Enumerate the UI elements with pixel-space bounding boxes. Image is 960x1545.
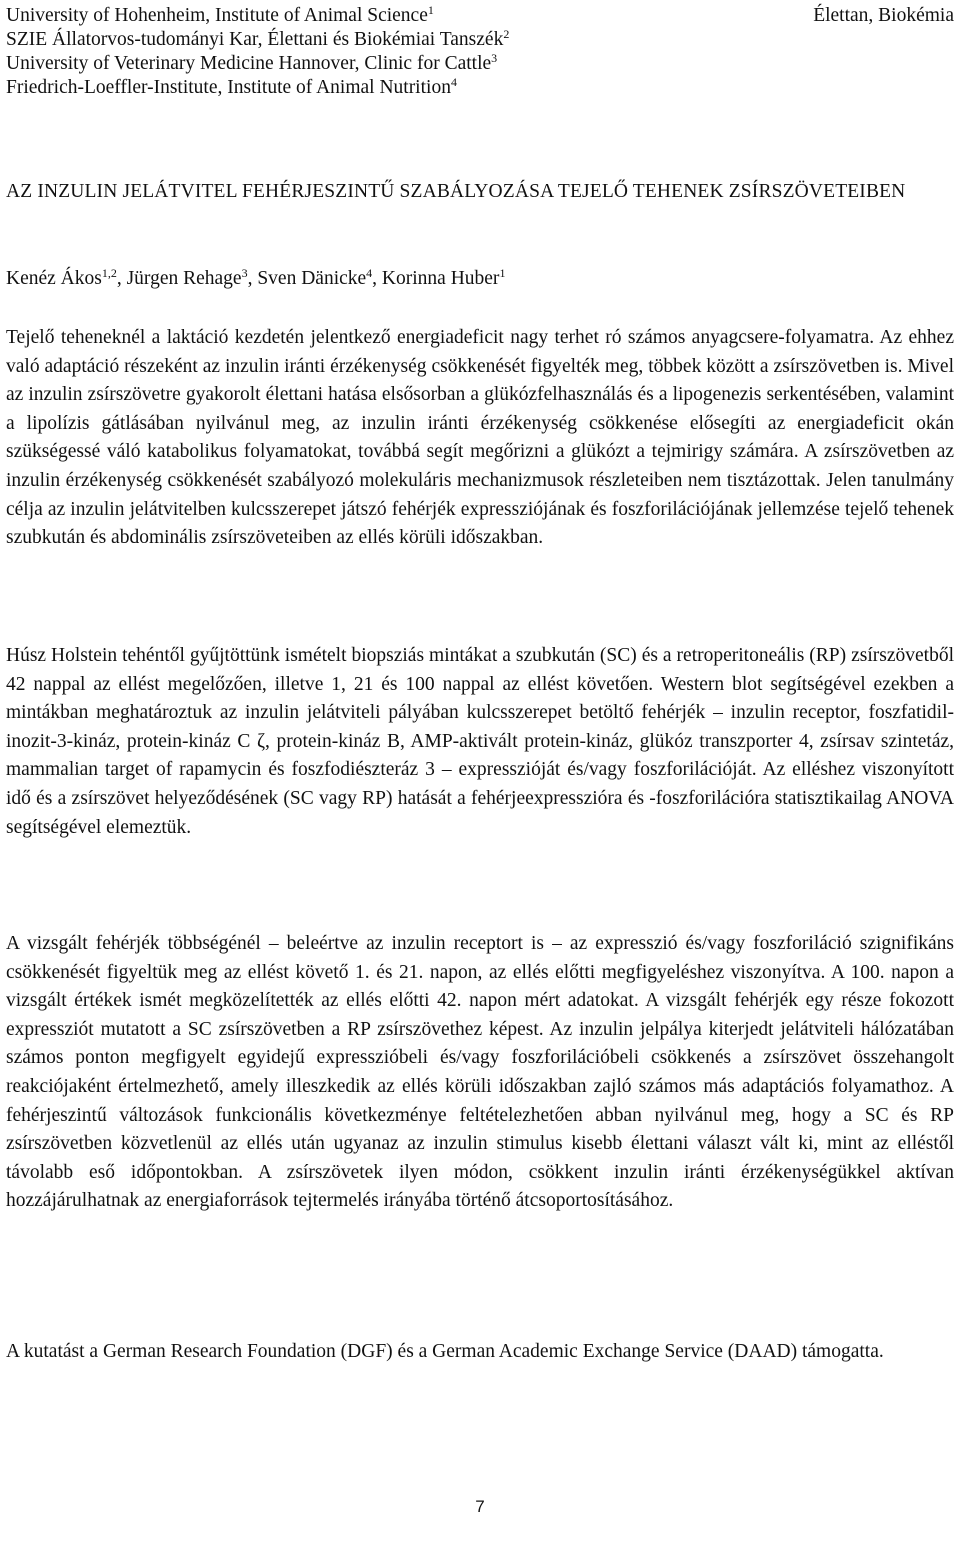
section-category: Élettan, Biokémia [813,5,954,26]
author-affiliation-number: 1 [499,266,506,280]
author-affiliation-number: 1,2 [101,266,117,280]
affiliation-text: Friedrich-Loeffler-Institute, Institute of Animal Nutrition [6,77,451,98]
affiliation-number: 1 [427,3,434,17]
affiliations [6,4,686,100]
abstract-paragraph-results: A vizsgált fehérjék többségénél – beleértve az inzulin receptort is – az expresszió és/vagy foszforiláció szignifikáns csökkenését figyeltük meg az ellést követő 1. és 21. napon, az ellés előtti megfigyeléshez viszonyítva. A 100. napon a vizsgált értékek ismét megközelítették az ellés előtti 42. napon mért adatokat. A vizsgált fehérjék egy része fokozott expressziót mutatott a SC zsírszövetben a RP zsírszövethez képest. Az inzulin jelpálya kiterjedt jelátviteli hálózatában számos ponton megfigyelt egyidejű expresszióbeli és/vagy foszforilációbeli csökkenés a zsírszövet összehangolt reakciójaként értelmezhető, amely illeszkedik az ellés körüli időszakban zajló számos más adaptációs folyamathoz. A fehérjeszintű változások funkcionális következménye feltételezhetően abban nyilvánul meg, hogy a SC és RP zsírszövetben közvetlenül az ellés után ugyanaz az inzulin stimulus kisebb élettani választ vált ki, mint az elléstől távolabb eső időpontokban. A zsírszövetek ilyen módon, csökkent inzulin iránti érzékenységükkel aktívan hozzájárulhatnak az energiaforrások tejtermelés irányába történő átcsoportosításához. [6,933,954,1212]
affiliation-text: University of Veterinary Medicine Hannover, Clinic for Cattle [6,53,492,74]
affiliation-number: 4 [450,75,457,89]
author-separator: , [247,268,258,289]
author-name: Kenéz Ákos [6,268,102,289]
author-name: Korinna Huber [381,268,500,289]
author-separator: , [372,268,382,289]
affiliation-text: SZIE Állatorvos-tudományi Kar, Élettani és Biokémiai Tanszék [6,29,504,50]
abstract-paragraph-methods: Húsz Holstein tehéntől gyűjtöttünk ismételt biopsziás mintákat a szubkután (SC) és a retroperitoneális (RP) zsírszövetből 42 nappal az ellést megelőzően, illetve 1, 21 és 100 nappal az ellést követően. Western blot segítségével ezekben a mintákban meghatároztuk az inzulin jelátviteli pályában kulcsszerepet betöltő fehérjék – inzulin receptor, foszfatidil-inozit-3-kináz, protein-kináz C ζ, protein-kináz B, AMP-aktivált protein-kináz, glükóz transzporter 4, zsírsav szintetáz, mammalian target of rapamycin és foszfodiészteráz 3 – expresszióját és/vagy foszforilációját. Az elléshez viszonyított idő és a zsírszövet helyeződésének (SC vagy RP) hatását a fehérjeexpresszióra és -foszforilációra statisztikailag ANOVA segítségével elemeztük. [6,645,954,838]
author-name: Jürgen Rehage [126,268,242,289]
abstract-paragraph-introduction: Tejelő teheneknél a laktáció kezdetén jelentkező energiadeficit nagy terhet ró számos anyagcsere-folyamatra. Az ehhez való adaptáció részeként az inzulin iránti érzékenység csökkenését figyelték meg, többek között a zsírszövetben is. Mivel az inzulin zsírszövetre gyakorolt élettani hatása elsősorban a glükózfelhasználás és a lipogenezis serkentésében, valamint a lipolízis gátlásában nyilvánul meg, az inzulin iránti érzékenység csökkenése elősegíti az energiadeficit okán szükségessé váló katabolikus folyamatokat, továbbá segít megőrizni a glükózt a tejmirigy számára. A zsírszövetben az inzulin érzékenység csökkenését szabályozó molekuláris mechanizmusok részleteiben nem tisztázottak. Jelen tanulmány célja az inzulin jelátvitelben kulcsszerepet játszó fehérjék expressziójának és foszforilációjának jellemzése tejelő tehenek szubkután és abdominális zsírszöveteiben az ellés körüli időszakban. [6,327,954,549]
page-number: 7 [475,1497,485,1516]
author-separator: , [116,268,127,289]
affiliation-text: University of Hohenheim, Institute of Animal Science [6,5,428,26]
affiliation-line [6,52,686,76]
affiliation-line [6,76,686,100]
author-affiliation-number: 3 [241,266,248,280]
affiliation-number: 2 [503,27,510,41]
author-name: Sven Dänicke [257,268,367,289]
affiliation-line [6,28,686,52]
affiliation-line [6,4,686,28]
funding-acknowledgement: A kutatást a German Research Foundation (DGF) és a German Academic Exchange Service (DAAD) támogatta. [6,1341,884,1362]
author-affiliation-number: 4 [366,266,373,280]
affiliation-number: 3 [491,51,498,65]
article-title: AZ INZULIN JELÁTVITEL FEHÉRJESZINTŰ SZABÁLYOZÁSA TEJELŐ TEHENEK ZSÍRSZÖVETEIBEN [6,181,906,202]
author-list [6,264,505,294]
